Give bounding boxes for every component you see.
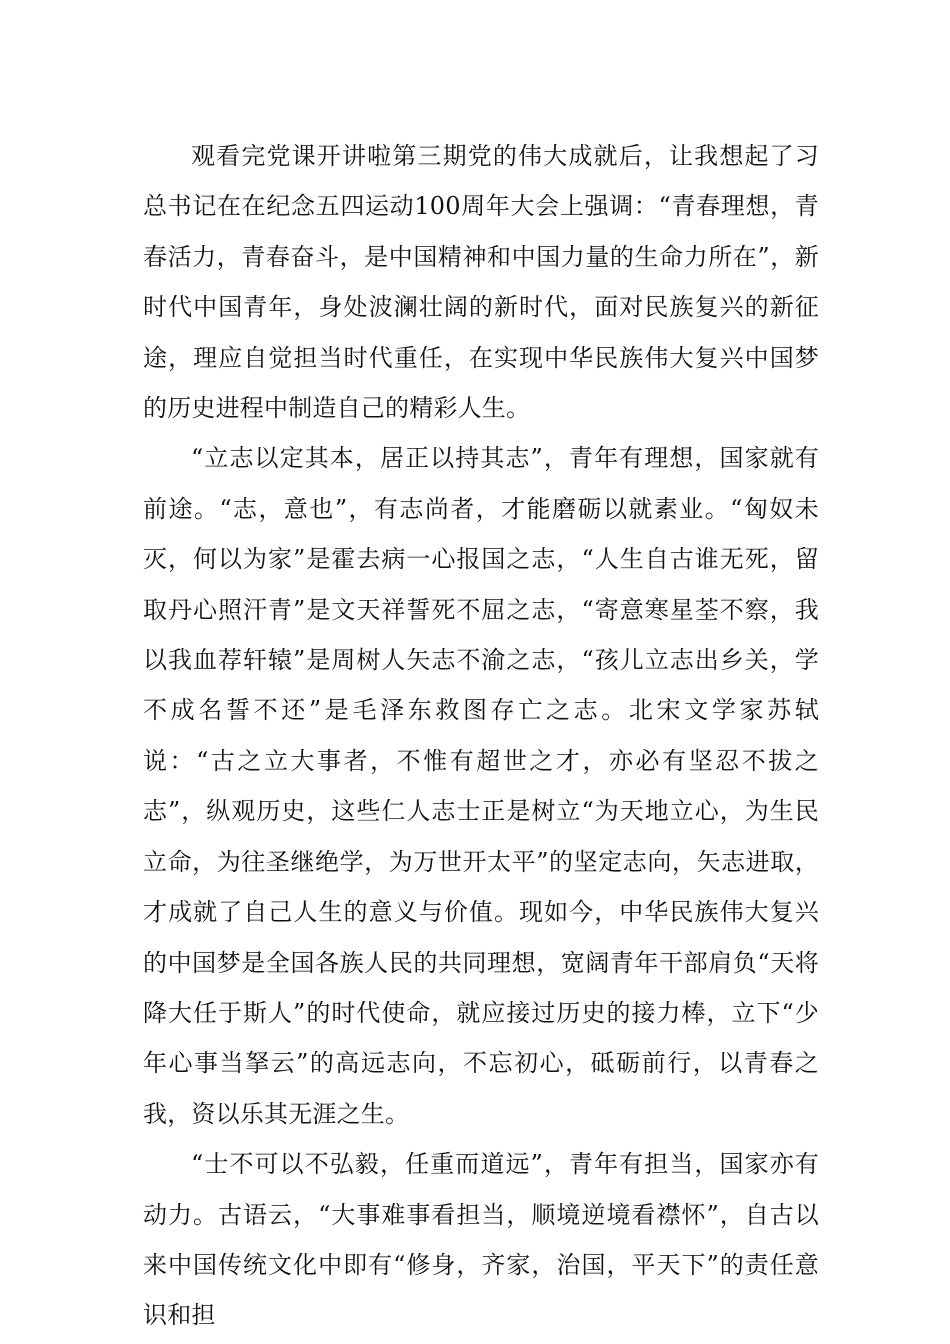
paragraph-2: “立志以定其本，居正以持其志”，青年有理想，国家就有前途。“志，意也”，有志尚者，才能磨砺以就素业。“匈奴未灭，何以为家”是霍去病一心报国之志，“人生自古谁无死，留取丹心照汗青”是文天祥誓死不屈之志，“寄意寒星荃不察，我以我血荐轩辕”是周树人矢志不渝之志，“孩儿立志出乡关，学不成名誓不还”是毛泽东救图存亡之志。北宋文学家苏轼说：“古之立大事者，不惟有超世之才，亦必有坚忍不拔之志”，纵观历史，这些仁人志士正是树立“为天地立心，为生民立命，为往圣继绝学，为万世开太平”的坚定志向，矢志进取，才成就了自己人生的意义与价值。现如今，中华民族伟大复兴的中国梦是全国各族人民的共同理想，宽阔青年干部肩负“天将降大任于斯人”的时代使命，就应接过历史的接力棒，立下“少年心事当拏云”的高远志向，不忘初心，砥砺前行，以青春之我，资以乐其无涯之生。 [143, 444, 819, 1128]
paragraph-1: 观看完党课开讲啦第三期党的伟大成就后，让我想起了习总书记在在纪念五四运动100周年大会上强调：“青春理想，青春活力，青春奋斗，是中国精神和中国力量的生命力所在”，新时代中国青年，身处波澜壮阔的新时代，面对民族复兴的新征途，理应自觉担当时代重任，在实现中华民族伟大复兴中国梦的历史进程中制造自己的精彩人生。 [143, 142, 819, 423]
paragraph-3: “士不可以不弘毅，任重而道远”，青年有担当，国家亦有动力。古语云，“大事难事看担当，顺境逆境看襟怀”，自古以来中国传统文化中即有“修身，齐家，治国，平天下”的责任意识和担 [143, 1150, 819, 1330]
document-body [143, 131, 819, 1341]
